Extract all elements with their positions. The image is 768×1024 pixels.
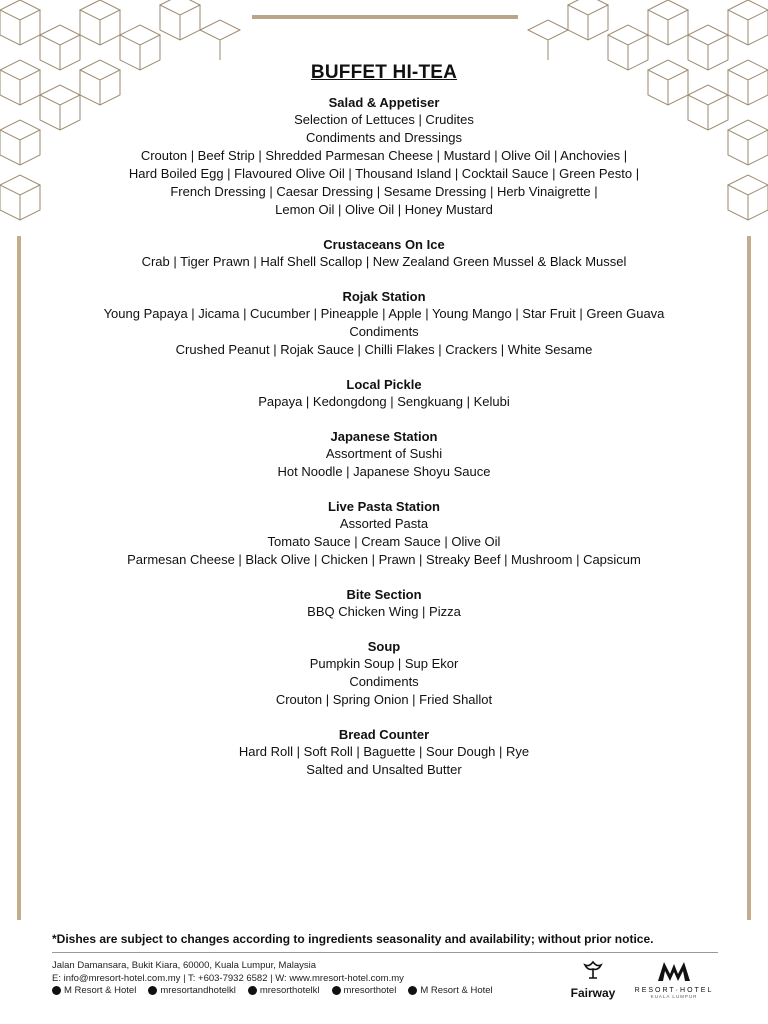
menu-line: Tomato Sauce | Cream Sauce | Olive Oil <box>267 534 501 549</box>
menu-section <box>40 288 728 359</box>
menu-line: Hard Roll | Soft Roll | Baguette | Sour Dough | Rye <box>238 744 530 759</box>
menu-section <box>40 94 728 219</box>
menu-line: Assorted Pasta <box>339 516 429 531</box>
section-heading: Japanese Station <box>330 429 438 444</box>
menu-section <box>40 498 728 569</box>
menu-section <box>40 428 728 481</box>
menu-section <box>40 376 728 411</box>
section-heading: Bread Counter <box>338 727 430 742</box>
menu-line: BBQ Chicken Wing | Pizza <box>307 604 461 619</box>
section-heading: Rojak Station <box>342 289 426 304</box>
hotel-contact-line: E: info@mresort-hotel.com.my | T: +603-7932 6582 | W: www.mresort-hotel.com.my <box>52 973 404 984</box>
menu-line: Pumpkin Soup | Sup Ekor <box>309 656 459 671</box>
menu-line: Papaya | Kedongdong | Sengkuang | Kelubi <box>258 394 510 409</box>
menu-line: Crouton | Spring Onion | Fried Shallot <box>275 692 493 707</box>
menu-line: Lemon Oil | Olive Oil | Honey Mustard <box>275 202 493 217</box>
section-heading: Salad & Appetiser <box>328 95 440 110</box>
menu-line: Hot Noodle | Japanese Shoyu Sauce <box>277 464 491 479</box>
side-accent-bar-left <box>17 236 21 920</box>
section-heading: Local Pickle <box>346 377 422 392</box>
menu-line: Condiments <box>349 324 419 339</box>
fairway-logo-text: Fairway <box>570 986 616 1000</box>
footer-divider <box>52 952 718 953</box>
fairway-emblem-icon <box>581 960 605 980</box>
menu-line: Parmesan Cheese | Black Olive | Chicken | Prawn | Streaky Beef | Mushroom | Capsicum <box>127 552 641 567</box>
menu-line: Crab | Tiger Prawn | Half Shell Scallop | New Zealand Green Mussel & Black Mussel <box>141 254 627 269</box>
menu-line: Crushed Peanut | Rojak Sauce | Chilli Flakes | Crackers | White Sesame <box>175 342 593 357</box>
social-links <box>52 985 493 996</box>
tiktok-icon <box>248 986 257 995</box>
section-heading: Live Pasta Station <box>328 499 440 514</box>
social-handle: mresorthotel <box>343 985 397 996</box>
m-resort-logo-text: RESORT·HOTEL <box>634 987 714 994</box>
social-link[interactable] <box>248 985 320 996</box>
social-handle: M Resort & Hotel <box>420 985 493 996</box>
m-resort-logo <box>628 960 720 999</box>
facebook-icon <box>52 986 61 995</box>
hotel-address: Jalan Damansara, Bukit Kiara, 60000, Kuala Lumpur, Malaysia <box>52 960 317 971</box>
menu-sections <box>40 94 728 779</box>
social-link[interactable] <box>408 985 492 996</box>
disclaimer-note: *Dishes are subject to changes according to ingredients seasonality and availability; without prior notice. <box>52 932 654 946</box>
social-handle: M Resort & Hotel <box>64 985 137 996</box>
threads-icon <box>332 986 341 995</box>
menu-content <box>40 62 728 796</box>
instagram-icon <box>148 986 157 995</box>
side-accent-bar-right <box>747 236 751 920</box>
social-link[interactable] <box>148 985 236 996</box>
social-handle: mresorthotelkl <box>259 985 320 996</box>
menu-line: Condiments and Dressings <box>305 130 463 145</box>
menu-line: French Dressing | Caesar Dressing | Sesame Dressing | Herb Vinaigrette | <box>170 184 598 199</box>
section-heading: Bite Section <box>346 587 422 602</box>
section-heading: Crustaceans On Ice <box>323 237 445 252</box>
menu-line: Selection of Lettuces | Crudites <box>294 112 474 127</box>
menu-section <box>40 586 728 621</box>
fairway-logo <box>564 960 622 1000</box>
m-resort-emblem-icon <box>656 960 692 982</box>
menu-section <box>40 726 728 779</box>
menu-line: Crouton | Beef Strip | Shredded Parmesan Cheese | Mustard | Olive Oil | Anchovies | <box>140 148 628 163</box>
hotel-contact-block <box>52 959 404 985</box>
menu-line: Salted and Unsalted Butter <box>306 762 462 777</box>
linkedin-icon <box>408 986 417 995</box>
m-resort-logo-subtext: KUALA LUMPUR <box>650 994 698 999</box>
social-link[interactable] <box>332 985 397 996</box>
menu-section <box>40 638 728 709</box>
social-link[interactable] <box>52 985 136 996</box>
menu-line: Hard Boiled Egg | Flavoured Olive Oil | Thousand Island | Cocktail Sauce | Green Pesto | <box>128 166 640 181</box>
social-handle: mresortandhotelkl <box>160 985 236 996</box>
section-heading: Soup <box>367 639 401 654</box>
menu-section <box>40 236 728 271</box>
top-accent-rule <box>252 15 518 19</box>
menu-line: Young Papaya | Jicama | Cucumber | Pineapple | Apple | Young Mango | Star Fruit | Green Guava <box>103 306 665 321</box>
menu-title: BUFFET HI-TEA <box>310 62 458 83</box>
menu-line: Assortment of Sushi <box>325 446 443 461</box>
menu-line: Condiments <box>349 674 419 689</box>
